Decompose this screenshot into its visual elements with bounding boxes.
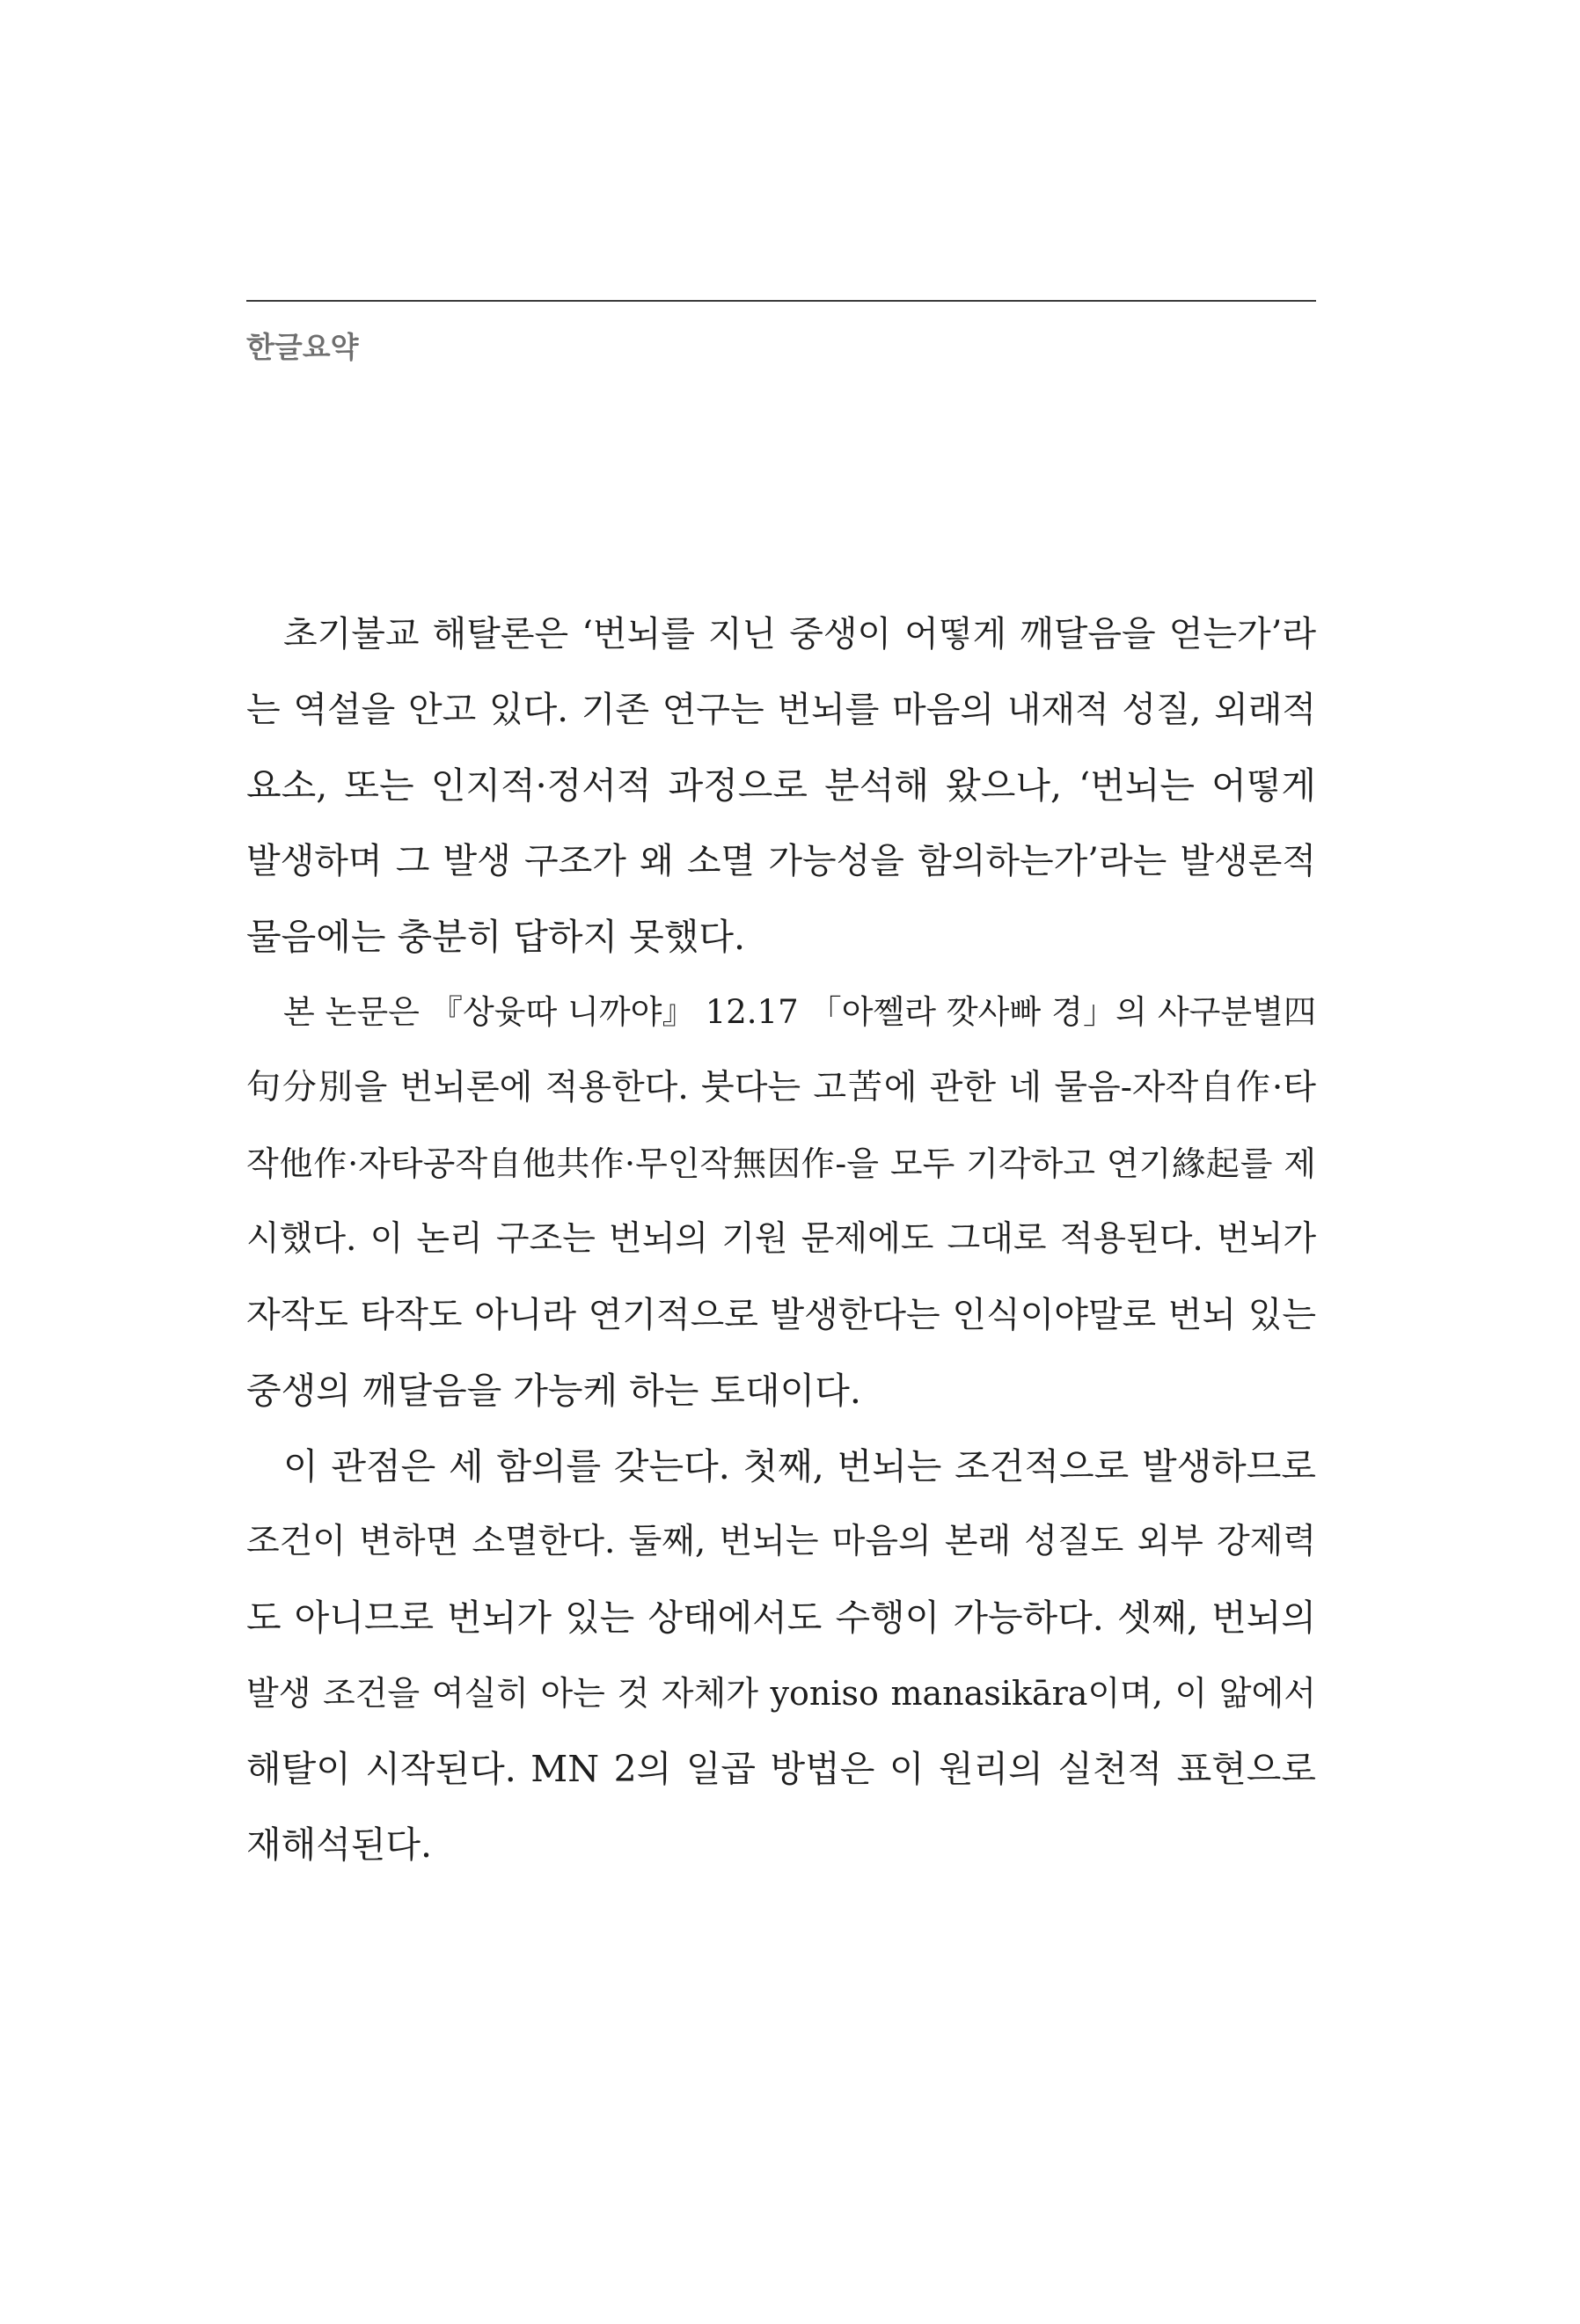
paragraph-line: 는 역설을 안고 있다. 기존 연구는 번뇌를 마음의 내재적 성질, 외래적 bbox=[246, 690, 1316, 730]
paragraph-line: 발생 조건을 여실히 아는 것 자체가 yoniso manasikāra이며, 이 앎에서 bbox=[246, 1674, 1316, 1713]
paragraph-line: 본 논문은 『상윳따 니까야』 12.17 「아쩰라 깟사빠 경」의 사구분별四 bbox=[283, 993, 1316, 1031]
paragraph-line: 이 관점은 세 함의를 갖는다. 첫째, 번뇌는 조건적으로 발생하므로 bbox=[283, 1445, 1316, 1487]
section-heading: 한글요약 bbox=[246, 330, 359, 364]
paragraph-line: 도 아니므로 번뇌가 있는 상태에서도 수행이 가능하다. 셋째, 번뇌의 bbox=[246, 1597, 1316, 1639]
paragraph-line: 자작도 타작도 아니라 연기적으로 발생한다는 인식이야말로 번뇌 있는 bbox=[246, 1295, 1316, 1335]
paragraph-line: 작他作·자타공작自他共作·무인작無因作-을 모두 기각하고 연기緣起를 제 bbox=[246, 1144, 1316, 1183]
header-divider bbox=[246, 300, 1316, 302]
paragraph-line: 해탈이 시작된다. MN 2의 일곱 방법은 이 원리의 실천적 표현으로 bbox=[246, 1748, 1316, 1790]
paragraph-line: 조건이 변하면 소멸한다. 둘째, 번뇌는 마음의 본래 성질도 외부 강제력 bbox=[246, 1522, 1316, 1561]
paragraph-line: 발생하며 그 발생 구조가 왜 소멸 가능성을 함의하는가’라는 발생론적 bbox=[246, 841, 1316, 881]
paragraph-line: 句分別을 번뇌론에 적용한다. 붓다는 고苦에 관한 네 물음-자작自作·타 bbox=[246, 1068, 1316, 1107]
paragraph-line: 시했다. 이 논리 구조는 번뇌의 기원 문제에도 그대로 적용된다. 번뇌가 bbox=[246, 1219, 1316, 1259]
paragraph-line: 초기불교 해탈론은 ‘번뇌를 지닌 중생이 어떻게 깨달음을 얻는가’라 bbox=[283, 614, 1316, 654]
paragraph-line: 요소, 또는 인지적·정서적 과정으로 분석해 왔으나, ‘번뇌는 어떻게 bbox=[246, 764, 1316, 807]
paragraph-line: 중생의 깨달음을 가능케 하는 토대이다. bbox=[246, 1370, 861, 1412]
paragraph-line: 재해석된다. bbox=[246, 1823, 433, 1866]
paragraph-line: 물음에는 충분히 답하지 못했다. bbox=[246, 916, 746, 958]
